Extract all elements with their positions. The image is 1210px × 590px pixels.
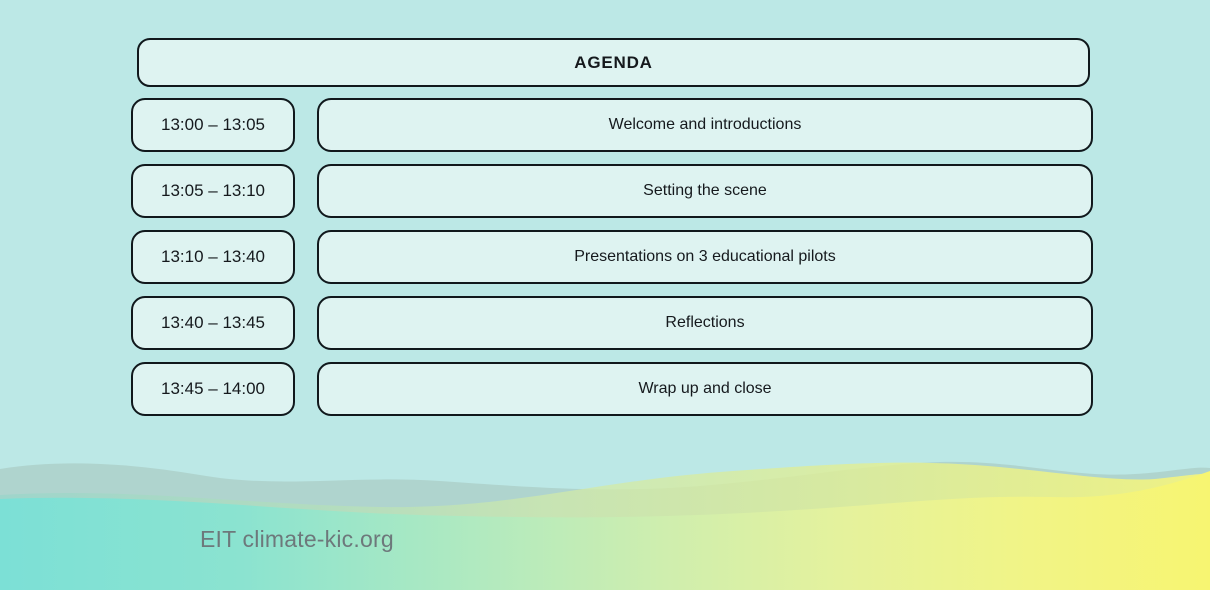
agenda-row: [131, 230, 1093, 284]
agenda-title: AGENDA: [574, 52, 653, 72]
agenda-time-box: [131, 98, 295, 152]
agenda-time-box: [131, 296, 295, 350]
agenda-time-box: [131, 230, 295, 284]
agenda-topic: Presentations on 3 educational pilots: [574, 248, 836, 265]
agenda-time: 13:00 – 13:05: [161, 115, 265, 134]
agenda-row: [131, 164, 1093, 218]
agenda-time: 13:45 – 14:00: [161, 379, 265, 398]
agenda-topic: Setting the scene: [643, 182, 767, 199]
footer-website: EIT climate-kic.org: [200, 526, 394, 552]
agenda-row: [131, 362, 1093, 416]
agenda-time-box: [131, 362, 295, 416]
agenda-time: 13:05 – 13:10: [161, 181, 265, 200]
agenda-topic: Reflections: [665, 314, 745, 331]
agenda-time-box: [131, 164, 295, 218]
agenda-topic-box: [317, 296, 1093, 350]
agenda-row: [131, 98, 1093, 152]
wave-decoration: [0, 445, 1210, 590]
agenda-topic-box: [317, 230, 1093, 284]
agenda-topic-box: [317, 362, 1093, 416]
agenda-rows: [131, 98, 1093, 428]
agenda-topic-box: [317, 98, 1093, 152]
agenda-topic: Wrap up and close: [638, 380, 772, 397]
agenda-row: [131, 296, 1093, 350]
agenda-time: 13:40 – 13:45: [161, 313, 265, 332]
agenda-topic: Welcome and introductions: [608, 116, 802, 133]
agenda-title-box: [137, 38, 1090, 87]
agenda-time: 13:10 – 13:40: [161, 247, 265, 266]
agenda-topic-box: [317, 164, 1093, 218]
